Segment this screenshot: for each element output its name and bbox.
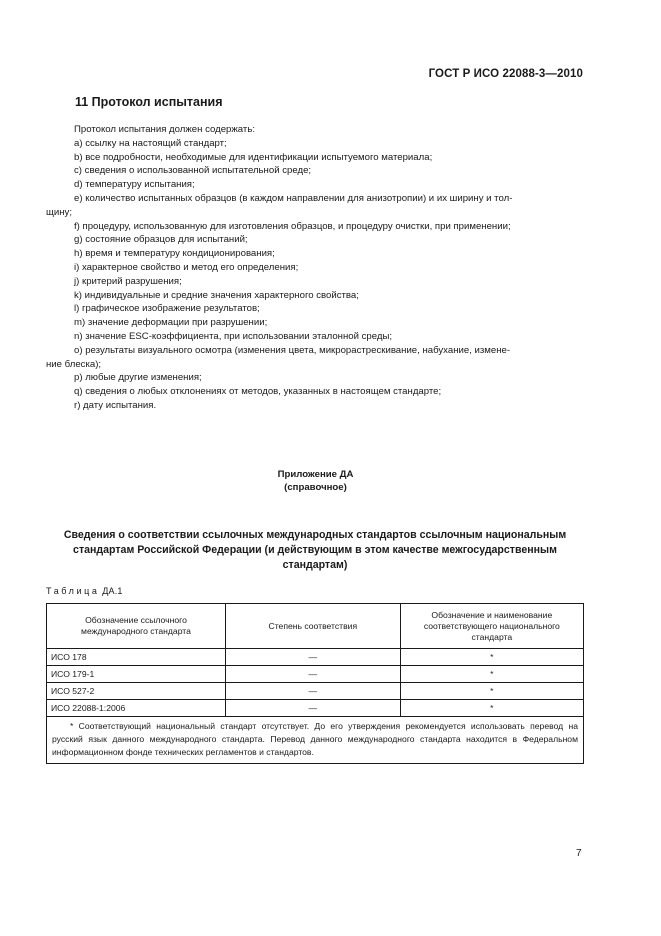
list-item: n) значение ESC-коэффициента, при использовании эталонной среды; xyxy=(74,330,393,342)
list-item: m) значение деформации при разрушении; xyxy=(74,317,268,329)
protocol-intro: Протокол испытания должен содержать: xyxy=(74,124,255,135)
list-item: q) сведения о любых отклонениях от методов, указанных в настоящем стандарте; xyxy=(74,386,442,398)
table-cell: — xyxy=(225,683,400,700)
header-national-standard: Обозначение и наименование соответствующего национального стандарта xyxy=(400,604,583,649)
list-item: g) состояние образцов для испытаний; xyxy=(74,234,248,246)
page-number: 7 xyxy=(576,848,582,859)
list-item xyxy=(46,344,584,372)
list-item: h) время и температуру кондиционирования; xyxy=(74,248,275,260)
table-footnote: * Соответствующий национальный стандарт отсутствует. До его утверждения рекомендуется использовать перевод на русский язык данного международного стандарта. Перевод данного международного стандарта находится в Федеральном информационном фонде технических регламентов и стандартов. xyxy=(47,717,584,764)
table-cell: * xyxy=(400,683,583,700)
appendix-heading: Сведения о соответствии ссылочных международных стандартов ссылочным национальным стандартам Российской Федерации (и действующим в этом качестве межгосударственным стандартам) xyxy=(63,529,567,571)
list-item: j) критерий разрушения; xyxy=(74,275,182,287)
section-title: 11 Протокол испытания xyxy=(75,95,223,109)
list-item: l) графическое изображение результатов; xyxy=(74,303,260,315)
list-item-continuation: ние блеска); xyxy=(46,358,102,370)
appendix-label: Приложение ДА xyxy=(277,469,354,480)
list-item: d) температуру испытания; xyxy=(74,179,195,191)
header-degree-of-compliance: Степень соответствия xyxy=(225,604,400,649)
table-cell: — xyxy=(225,649,400,666)
table-cell: — xyxy=(225,700,400,717)
list-item: a) ссылку на настоящий стандарт; xyxy=(74,137,227,149)
table-cell: * xyxy=(400,649,583,666)
table-cell: * xyxy=(400,700,583,717)
table-cell: ИСО 527-2 xyxy=(47,683,226,700)
list-item-text: o) результаты визуального осмотра (изменения цвета, микрорастрескивание, набухание, измене- xyxy=(74,344,511,356)
list-item: p) любые другие изменения; xyxy=(74,372,202,384)
table-caption-id: ДА.1 xyxy=(102,586,123,596)
list-item: b) все подробности, необходимые для идентификации испытуемого материала; xyxy=(74,151,433,163)
table-footnote-row xyxy=(47,717,584,764)
table-cell: ИСО 22088-1:2006 xyxy=(47,700,226,717)
header-international-standard: Обозначение ссылочного международного стандарта xyxy=(47,604,226,649)
list-item-text: e) количество испытанных образцов (в каждом направлении для анизотропии) и их ширину и тол- xyxy=(74,192,513,204)
standard-designation: ГОСТ Р ИСО 22088-3—2010 xyxy=(428,68,583,80)
table-caption xyxy=(46,586,123,596)
table-header-row xyxy=(47,604,584,649)
list-item: k) индивидуальные и средние значения характерного свойства; xyxy=(74,289,359,301)
appendix-status: (справочное) xyxy=(284,482,347,493)
table-cell: ИСО 178 xyxy=(47,649,226,666)
table-row xyxy=(47,700,584,717)
protocol-list xyxy=(46,123,584,413)
table-row xyxy=(47,683,584,700)
table-caption-word: Таблица xyxy=(46,586,100,596)
correspondence-table xyxy=(46,603,584,764)
table-cell: — xyxy=(225,666,400,683)
list-item: i) характерное свойство и метод его определения; xyxy=(74,261,299,273)
table-cell: ИСО 179-1 xyxy=(47,666,226,683)
table-cell: * xyxy=(400,666,583,683)
table-row xyxy=(47,666,584,683)
list-item-continuation: щину; xyxy=(46,206,73,218)
list-item: r) дату испытания. xyxy=(74,399,157,411)
table-row xyxy=(47,649,584,666)
list-item: f) процедуру, использованную для изготовления образцов, и процедуру очистки, при применении; xyxy=(74,220,511,232)
list-item xyxy=(46,192,584,220)
list-item: c) сведения о использованной испытательной среде; xyxy=(74,165,312,177)
appendix-title xyxy=(0,468,631,494)
